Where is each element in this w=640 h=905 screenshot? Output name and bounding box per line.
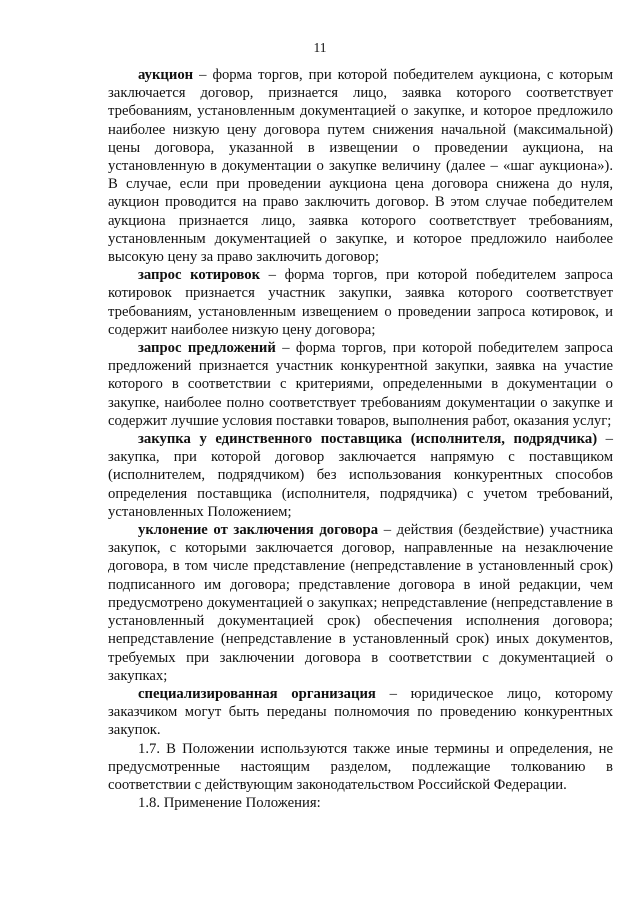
definition-paragraph <box>108 430 613 521</box>
definition-term: уклонение от заключения договора <box>138 522 379 539</box>
definition-text: – юридическое лицо, которому заказчиком могут быть переданы полномочия по проведению конкурентных закупок. <box>108 685 614 739</box>
definition-term: закупка у единственного поставщика (исполнителя, подрядчика) <box>138 431 598 448</box>
definition-text: – форма торгов, при которой победителем запроса котировок признается участник закупки, заявка которого соответствует требованиям, установленным извещением о проведении запроса котировок, и содержит наиболее низкую цену договора; <box>108 267 613 338</box>
definition-term: запрос предложений <box>138 340 276 357</box>
definition-term: аукцион <box>138 67 194 83</box>
definition-term: специализированная организация <box>138 685 376 702</box>
definition-paragraph <box>108 339 613 430</box>
page-number: 11 <box>313 40 327 55</box>
clause-paragraph: 1.8. Применение Положения: <box>138 795 321 812</box>
definition-paragraph <box>108 66 613 266</box>
definition-text: – форма торгов, при которой победителем аукциона, с которым заключается договор, признается лицо, заявка которого соответствует требованиям, установленным документацией о закупке, и которое предложило наиболее низкую цену договора путем снижения начальной (максимальной) цены договора, указанной в извещении о проведении аукциона, на установленную в документации о закупке величину (далее – «шаг аукциона»). В случае, если при проведении аукциона цена договора снижена до нуля, аукцион проводится на право заключить договор. В этом случае победителем аукциона признается лицо, заявка которого соответствует требованиям, установленным документацией о закупке, и которое предложило наиболее высокую цену за право заключить договор; <box>108 67 613 266</box>
clause-paragraph: 1.7. В Положении используются также иные термины и определения, не предусмотренные настоящим разделом, подлежащие толкованию в соответствии с действующим законодательством Российской Федерации. <box>108 740 613 793</box>
definition-text: – действия (бездействие) участника закупок, с которыми заключается договор, направленные на незаключение договора, в том числе представление (непредставление в установленный срок) подписанного им договора; представление договора в иной редакции, чем предусмотрено документацией о закупках; непредставление (непредставление в установленный документацией срок) обеспечения исполнения договора; непредставление (непредставление в установленный срок) иных документов, требуемых при заключении договора в соответствии с документацией о закупках; <box>108 522 613 684</box>
definition-paragraph <box>108 685 613 740</box>
definition-text: – форма торгов, при которой победителем запроса предложений признается участник конкурентной закупки, заявка на участие которого в соответствии с критериями, определенными в документации о закупке, наиболее полно соответствует требованиям документации о закупке и содержит лучшие условия поставки товаров, выполнения работ, оказания услуг; <box>108 340 613 429</box>
definition-text: – закупка, при которой договор заключается напрямую с поставщиком (исполнителем, подрядчиком) без использования конкурентных способов определения поставщика (исполнителя, подрядчика) с учетом требований, установленных Положением; <box>108 431 613 520</box>
definition-paragraph <box>108 521 613 685</box>
page-content <box>108 66 613 812</box>
definition-term: запрос котировок <box>138 267 261 284</box>
definition-paragraph <box>108 266 613 339</box>
